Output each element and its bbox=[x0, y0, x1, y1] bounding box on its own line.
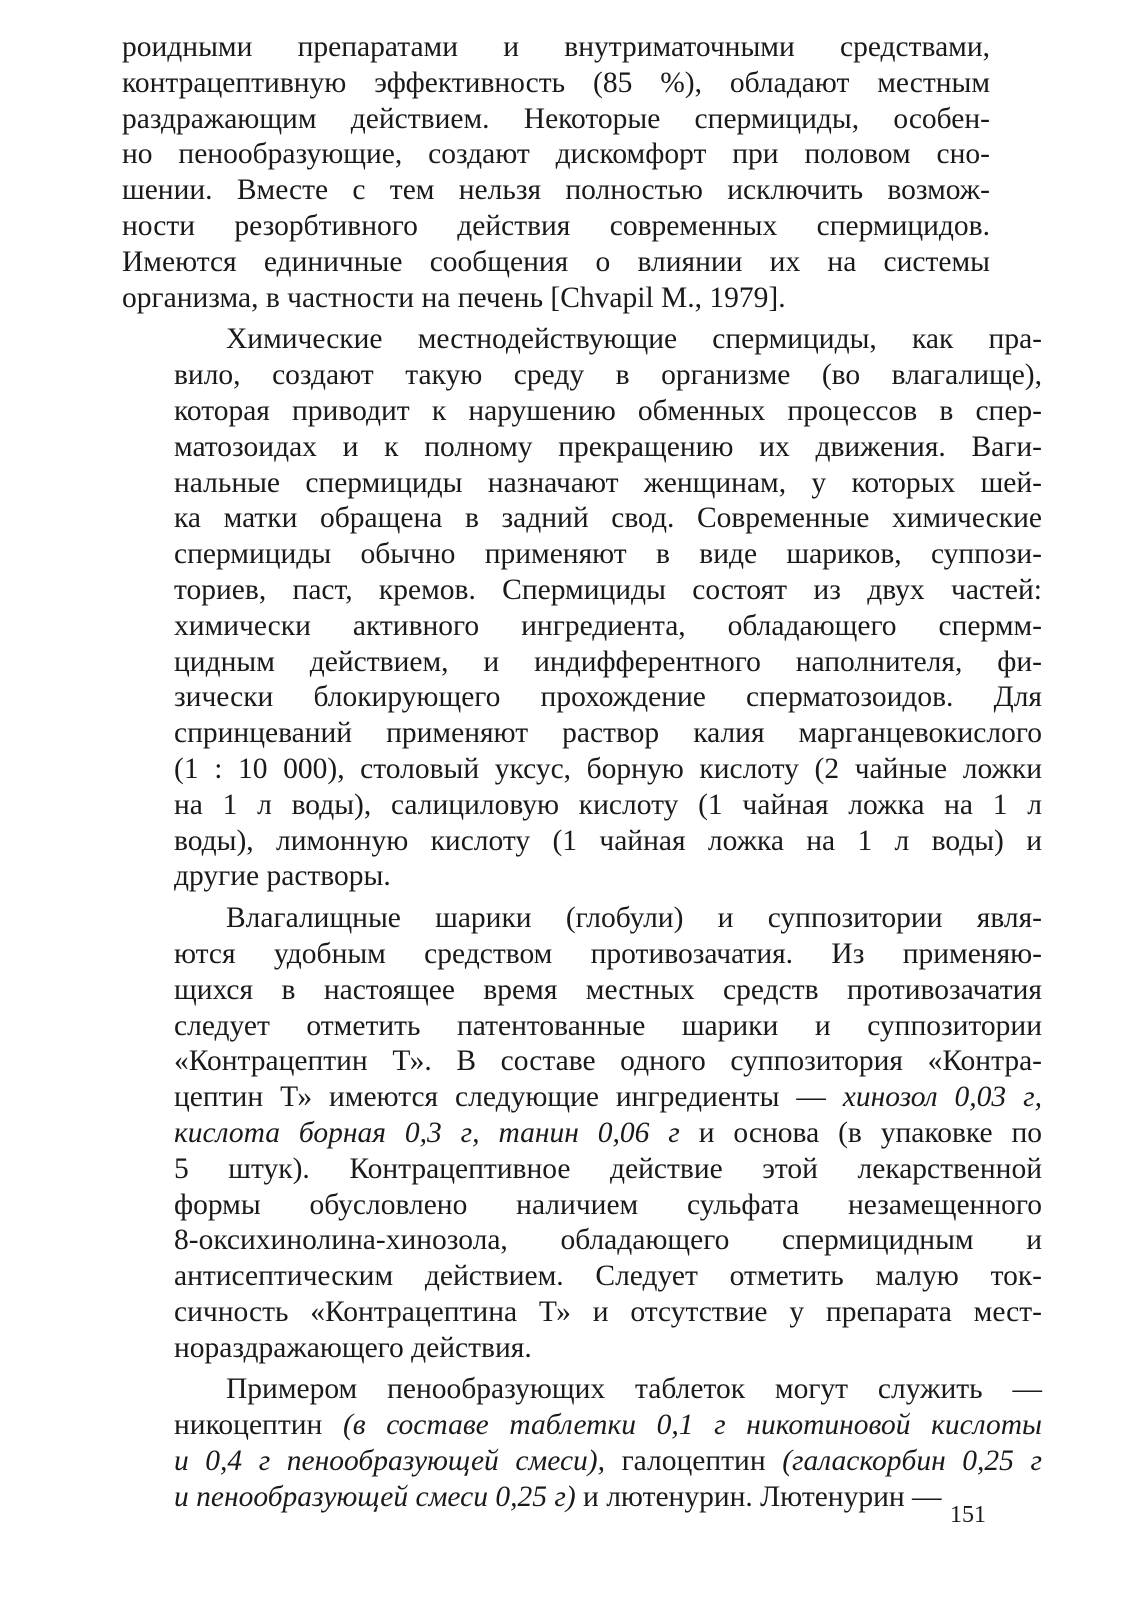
italic-text: кислота борная 0,3 г, танин 0,06 г bbox=[174, 1116, 680, 1149]
text-run: (1 : 10 000), столовый уксус, борную кислоту (2 чайные ложки bbox=[174, 752, 1042, 785]
text-line bbox=[122, 752, 1042, 788]
text-line bbox=[122, 102, 990, 138]
italic-text: и пенообразующей смеси 0,25 г) bbox=[174, 1480, 576, 1513]
text-line bbox=[122, 537, 1042, 573]
text-run: сичность «Контрацептина Т» и отсутствие у препарата мест- bbox=[174, 1295, 1042, 1328]
text-line bbox=[122, 680, 1042, 716]
text-line bbox=[122, 1044, 1042, 1080]
text-line bbox=[122, 394, 1042, 430]
text-line bbox=[122, 501, 1042, 537]
text-line bbox=[122, 245, 990, 281]
text-run: Имеются единичные сообщения о влиянии их на системы bbox=[122, 245, 990, 278]
italic-text: хинозол 0,03 г, bbox=[842, 1081, 1042, 1114]
page-number: 151 bbox=[950, 1502, 986, 1528]
text-run: но пенообразующие, создают дискомфорт при половом сно- bbox=[122, 138, 990, 171]
text-line bbox=[122, 173, 990, 209]
text-line bbox=[122, 609, 1042, 645]
page-text bbox=[122, 30, 1043, 1516]
text-run: Химические местнодействующие спермициды, как пра- bbox=[226, 323, 1042, 356]
text-run: вило, создают такую среду в организме (во влагалище), bbox=[174, 359, 1042, 392]
text-run: никоцептин bbox=[174, 1409, 343, 1442]
text-run: «Контрацептин Т». В составе одного суппозитория «Контра- bbox=[174, 1045, 1042, 1078]
text-run: и лютенурин. Лютенурин — bbox=[575, 1480, 942, 1513]
text-line bbox=[122, 66, 990, 102]
text-run: Влагалищные шарики (глобули) и суппозитории явля- bbox=[226, 902, 1042, 935]
text-run: ности резорбтивного действия современных спермицидов. bbox=[122, 209, 990, 242]
text-run: цептин Т» имеются следующие ингредиенты — bbox=[174, 1081, 843, 1114]
text-line bbox=[122, 1080, 1042, 1116]
text-line bbox=[122, 1116, 1042, 1152]
text-line bbox=[122, 1009, 1042, 1045]
text-run: шении. Вместе с тем нельзя полностью исключить возмож- bbox=[122, 174, 990, 207]
text-line bbox=[122, 430, 1042, 466]
text-run: формы обусловлено наличием сульфата незамещенного bbox=[174, 1188, 1042, 1221]
text-line bbox=[122, 1152, 1042, 1188]
text-run: организма, в частности на печень [Chvapil M., 1979]. bbox=[122, 281, 786, 314]
text-line bbox=[122, 358, 1042, 394]
text-run: щихся в настоящее время местных средств противозачатия bbox=[174, 973, 1042, 1006]
text-run: 8-оксихинолина-хинозола, обладающего спермицидным и bbox=[174, 1224, 1042, 1257]
text-run: другие растворы. bbox=[174, 860, 391, 893]
text-run: ка матки обращена в задний свод. Современные химические bbox=[174, 502, 1042, 535]
text-run: зически блокирующего прохождение сперматозоидов. Для bbox=[174, 681, 1042, 714]
text-line bbox=[122, 1331, 990, 1367]
text-run: следует отметить патентованные шарики и суппозитории bbox=[174, 1009, 1042, 1042]
paragraph-4 bbox=[122, 1372, 1043, 1515]
text-line bbox=[122, 137, 990, 173]
text-line bbox=[122, 824, 1042, 860]
text-line bbox=[122, 281, 990, 317]
text-line bbox=[122, 901, 1042, 937]
text-run: химически активного ингредиента, обладающего спермм- bbox=[174, 609, 1042, 642]
text-run: и основа (в упаковке по bbox=[679, 1116, 1042, 1149]
text-line bbox=[122, 788, 1042, 824]
text-line bbox=[122, 859, 990, 895]
text-line bbox=[122, 1408, 1043, 1444]
text-line bbox=[122, 1295, 1042, 1331]
text-run: 5 штук). Контрацептивное действие этой лекарственной bbox=[174, 1152, 1042, 1185]
text-line bbox=[122, 573, 1042, 609]
italic-text: (в составе таблетки 0,1 г никотиновой кислоты bbox=[342, 1409, 1043, 1442]
text-run: матозоидах и к полному прекращению их движения. Ваги- bbox=[174, 430, 1042, 463]
text-run: контрацептивную эффективность (85 %), обладают местным bbox=[122, 66, 990, 99]
text-run: роидными препаратами и внутриматочными средствами, bbox=[122, 31, 990, 63]
text-run: воды), лимонную кислоту (1 чайная ложка на 1 л воды) и bbox=[174, 824, 1042, 857]
text-line bbox=[122, 937, 1042, 973]
text-run: антисептическим действием. Следует отметить малую ток- bbox=[174, 1260, 1042, 1293]
text-run: раздражающим действием. Некоторые спермициды, особен- bbox=[122, 102, 990, 135]
text-line bbox=[122, 1480, 990, 1516]
text-line bbox=[122, 716, 1042, 752]
text-line bbox=[122, 322, 1042, 358]
text-run: спринцеваний применяют раствор калия марганцевокислого bbox=[174, 717, 1042, 750]
text-line bbox=[122, 1188, 1042, 1224]
paragraph-1 bbox=[122, 30, 990, 316]
text-line bbox=[122, 1444, 1043, 1480]
paragraph-2 bbox=[122, 322, 1042, 895]
text-line bbox=[122, 209, 990, 245]
text-line bbox=[122, 973, 1042, 1009]
text-run: Примером пенообразующих таблеток могут служить — bbox=[226, 1373, 1042, 1406]
paragraph-3 bbox=[122, 901, 1042, 1366]
text-line bbox=[122, 645, 1042, 681]
italic-text: (галаскорбин 0,25 г bbox=[782, 1445, 1043, 1478]
text-run: цидным действием, и индифферентного наполнителя, фи- bbox=[174, 645, 1042, 678]
italic-text: и 0,4 г пенообразующей смеси), bbox=[174, 1445, 606, 1478]
text-line bbox=[122, 1223, 1042, 1259]
text-run: ются удобным средством противозачатия. Из применяю- bbox=[174, 937, 1042, 970]
text-line bbox=[122, 30, 990, 66]
text-line bbox=[122, 1372, 1042, 1408]
text-run: нораздражающего действия. bbox=[174, 1331, 532, 1364]
text-run: на 1 л воды), салициловую кислоту (1 чайная ложка на 1 л bbox=[174, 788, 1042, 821]
text-line bbox=[122, 1259, 1042, 1295]
text-run: ториев, паст, кремов. Спермициды состоят из двух частей: bbox=[174, 573, 1042, 606]
text-run: спермициды обычно применяют в виде шариков, суппози- bbox=[174, 538, 1042, 571]
text-line bbox=[122, 466, 1042, 502]
text-run: которая приводит к нарушению обменных процессов в спер- bbox=[174, 394, 1042, 427]
text-run: нальные спермициды назначают женщинам, у которых шей- bbox=[174, 466, 1042, 499]
text-run: галоцептин bbox=[605, 1445, 783, 1478]
